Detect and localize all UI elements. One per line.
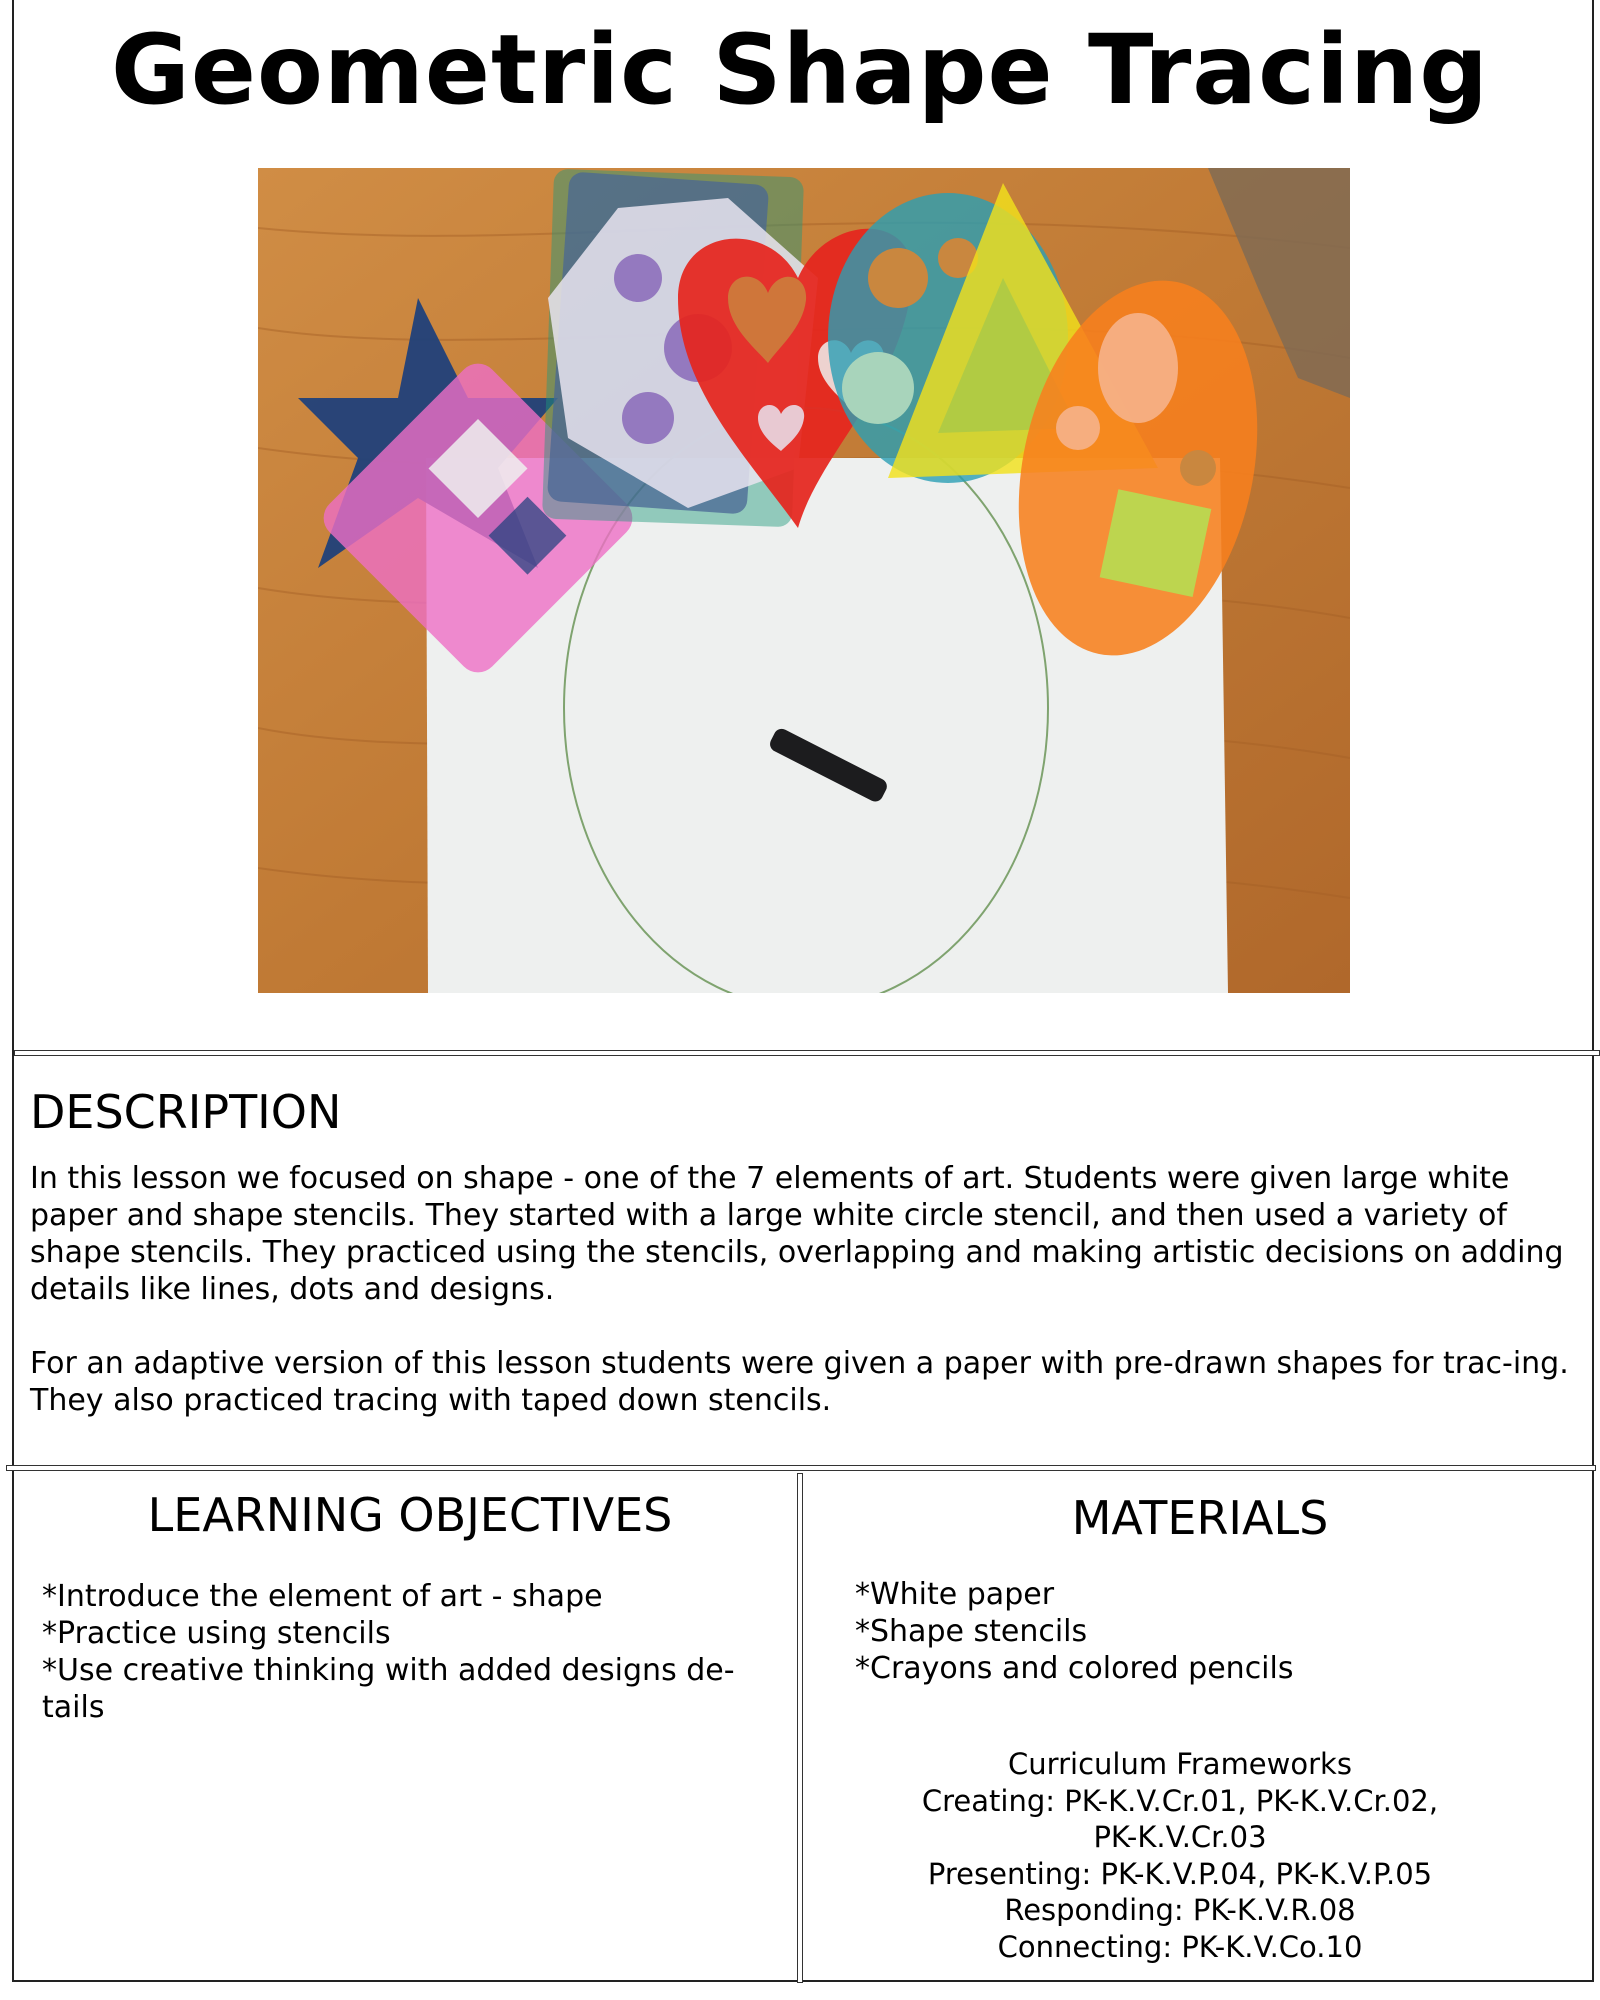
frameworks-heading: Curriculum Frameworks <box>1008 1747 1352 1781</box>
list-item: *Shape stencils <box>855 1614 1088 1649</box>
objectives-heading: LEARNING OBJECTIVES <box>147 1488 673 1542</box>
frameworks-line: Connecting: PK-K.V.Co.10 <box>997 1929 1363 1964</box>
list-item: *Crayons and colored pencils <box>855 1651 1294 1686</box>
lesson-photo <box>258 168 1350 993</box>
description-paragraph: In this lesson we focused on shape - one of the 7 elements of art. Students were given large white paper and shape stencils. They started with a large white circle stencil, and then used a variety of shape stencils. They practiced using the stencils, overlapping and making artistic decisions on adding details like lines, dots and designs. <box>30 1161 1564 1307</box>
list-item: *Practice using stencils <box>42 1616 391 1651</box>
divider-middle <box>6 1465 1596 1471</box>
frameworks-line: Creating: PK-K.V.Cr.01, PK-K.V.Cr.02, <box>921 1783 1439 1818</box>
divider-top <box>14 1050 1600 1056</box>
description-heading: DESCRIPTION <box>30 1085 342 1139</box>
list-item: *Use creative thinking with added designs de-tails <box>42 1653 735 1725</box>
curriculum-frameworks <box>810 1746 1550 1965</box>
list-item: *Introduce the element of art - shape <box>42 1579 603 1614</box>
objectives-list <box>42 1578 782 1726</box>
list-item: *White paper <box>855 1577 1055 1612</box>
frameworks-line: Presenting: PK-K.V.P.04, PK-K.V.P.05 <box>927 1856 1433 1891</box>
materials-heading: MATERIALS <box>1071 1491 1329 1545</box>
frameworks-line: Responding: PK-K.V.R.08 <box>1004 1893 1356 1927</box>
page-title: Geometric Shape Tracing <box>111 14 1489 126</box>
divider-vertical <box>797 1473 803 1983</box>
frameworks-line: PK-K.V.Cr.03 <box>1093 1820 1267 1854</box>
materials-list <box>855 1576 1555 1687</box>
adaptive-paragraph: For an adaptive version of this lesson students were given a paper with pre-drawn shapes for trac-ing. They also practiced tracing with taped down stencils. <box>30 1346 1569 1418</box>
